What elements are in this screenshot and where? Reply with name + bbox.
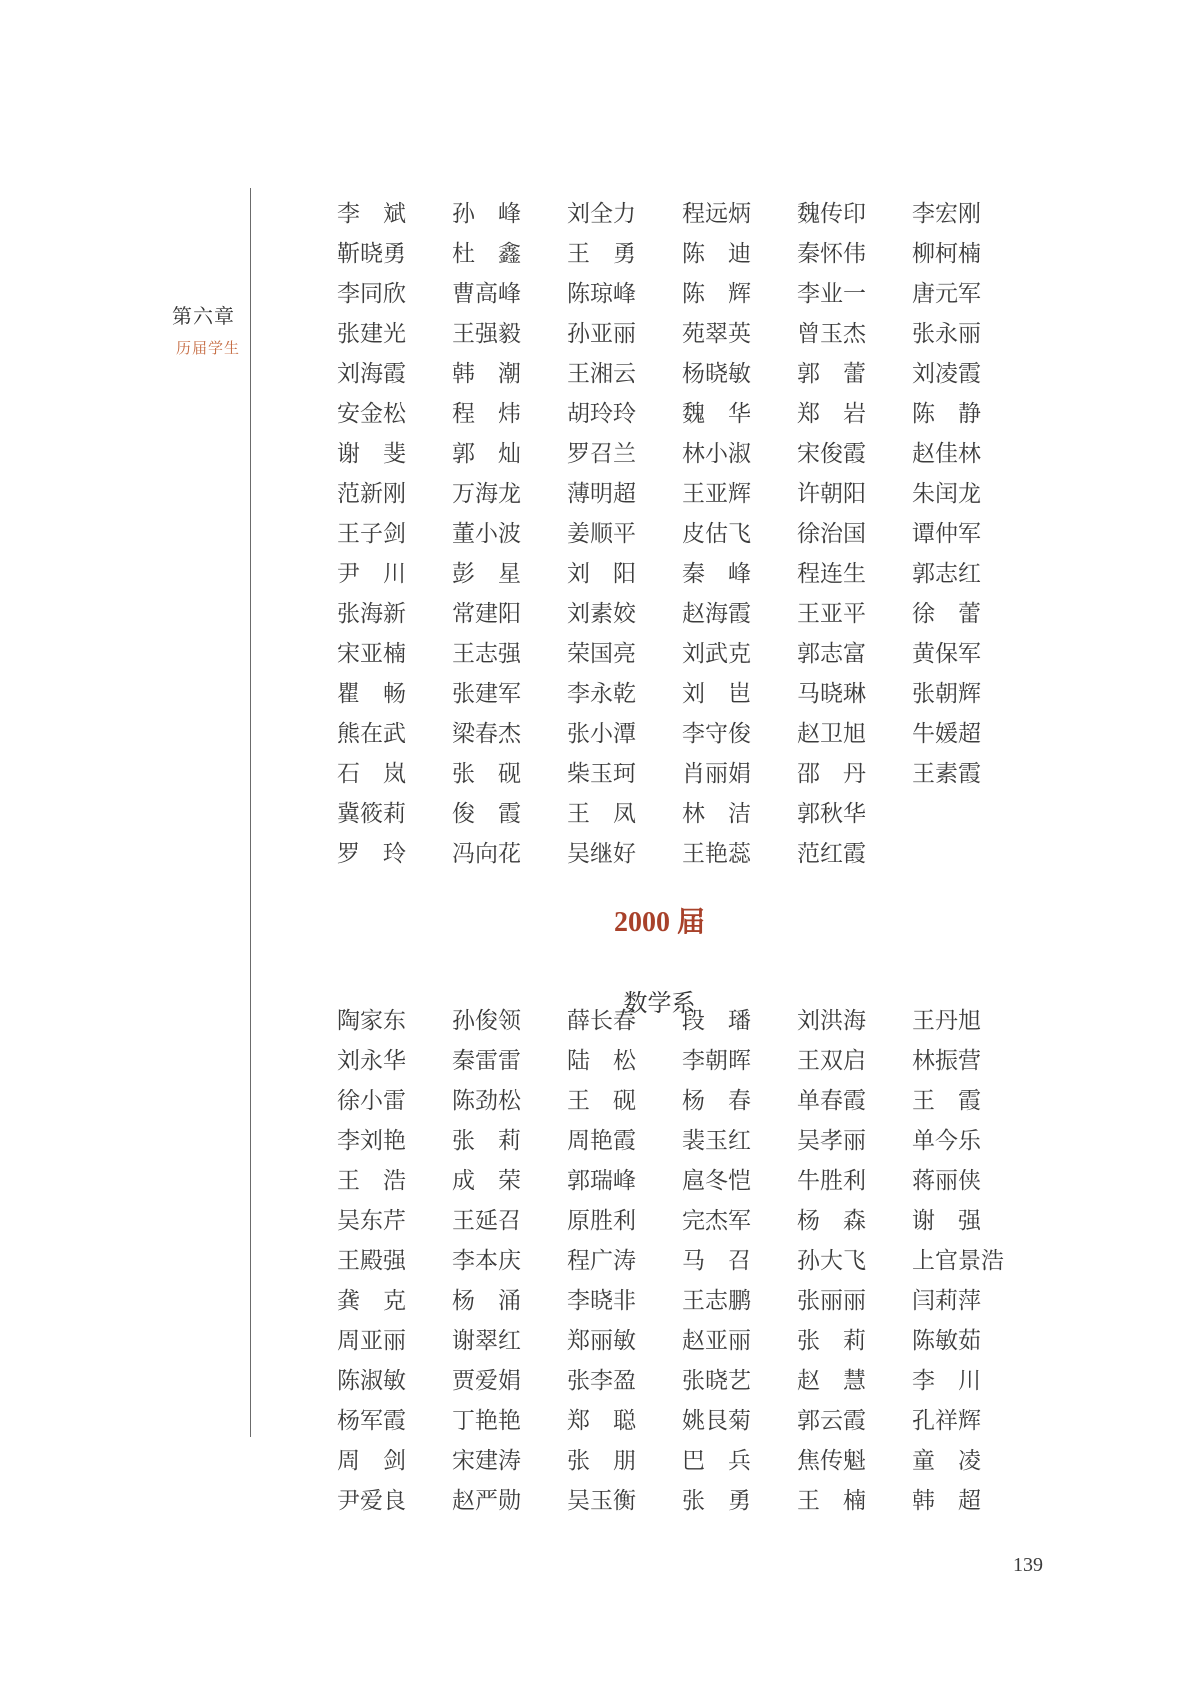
student-name: 周亚丽	[337, 1328, 406, 1353]
student-name: 李宏刚	[912, 201, 981, 226]
roster-row	[337, 1041, 1037, 1081]
student-name: 孔祥辉	[912, 1408, 981, 1433]
student-name: 马晓琳	[797, 681, 866, 706]
student-name: 林小淑	[682, 441, 751, 466]
student-name: 郭瑞峰	[567, 1168, 636, 1193]
student-name: 张建光	[337, 321, 406, 346]
student-name: 刘武克	[682, 641, 751, 666]
roster-row	[337, 1401, 1037, 1441]
roster-row	[337, 314, 1037, 354]
student-name: 许朝阳	[797, 481, 866, 506]
student-name: 杨涌	[452, 1288, 521, 1313]
student-name: 林洁	[682, 801, 751, 826]
student-name: 王丹旭	[912, 1008, 981, 1033]
student-name: 唐元军	[912, 281, 981, 306]
student-name: 陈琼峰	[567, 281, 636, 306]
student-name: 秦雷雷	[452, 1048, 521, 1073]
student-name: 胡玲玲	[567, 401, 636, 426]
student-name: 石岚	[337, 761, 406, 786]
student-name: 王强毅	[452, 321, 521, 346]
student-name: 赵卫旭	[797, 721, 866, 746]
roster-row	[337, 234, 1037, 274]
roster-row	[337, 794, 1037, 834]
student-name: 韩超	[912, 1488, 981, 1513]
student-name: 巴兵	[682, 1448, 751, 1473]
roster-row	[337, 1121, 1037, 1161]
student-name: 罗召兰	[567, 441, 636, 466]
student-name: 秦怀伟	[797, 241, 866, 266]
roster-row	[337, 1481, 1037, 1521]
student-name: 郑丽敏	[567, 1328, 636, 1353]
student-name: 吴孝丽	[797, 1128, 866, 1153]
student-name: 焦传魁	[797, 1448, 866, 1473]
student-name: 程远炳	[682, 201, 751, 226]
roster-table-2000	[337, 1001, 1037, 1521]
student-name: 范新刚	[337, 481, 406, 506]
student-name: 赵海霞	[682, 601, 751, 626]
student-name: 王艳蕊	[682, 841, 751, 866]
student-name: 孙亚丽	[567, 321, 636, 346]
student-name: 成荣	[452, 1168, 521, 1193]
student-name: 郑岩	[797, 401, 866, 426]
roster-row	[337, 1161, 1037, 1201]
student-name: 程炜	[452, 401, 521, 426]
roster-row	[337, 1241, 1037, 1281]
roster-row	[337, 754, 1037, 794]
student-name: 董小波	[452, 521, 521, 546]
student-name: 柴玉珂	[567, 761, 636, 786]
student-name: 徐蕾	[912, 601, 981, 626]
student-name: 宋建涛	[452, 1448, 521, 1473]
student-name: 张小潭	[567, 721, 636, 746]
student-name: 曾玉杰	[797, 321, 866, 346]
student-name: 张勇	[682, 1488, 751, 1513]
student-name: 杨晓敏	[682, 361, 751, 386]
student-name: 宋俊霞	[797, 441, 866, 466]
student-name: 李朝晖	[682, 1048, 751, 1073]
student-name: 刘海霞	[337, 361, 406, 386]
student-name: 陈敏茹	[912, 1328, 981, 1353]
student-name: 段璠	[682, 1008, 751, 1033]
student-name: 李晓非	[567, 1288, 636, 1313]
section-label: 历届学生	[176, 341, 241, 357]
student-name: 完杰军	[682, 1208, 751, 1233]
student-name: 郑聪	[567, 1408, 636, 1433]
student-name: 王浩	[337, 1168, 406, 1193]
student-name: 程广涛	[567, 1248, 636, 1273]
student-name: 李业一	[797, 281, 866, 306]
student-name: 王楠	[797, 1488, 866, 1513]
student-name: 安金松	[337, 401, 406, 426]
student-name: 原胜利	[567, 1208, 636, 1233]
student-name: 徐治国	[797, 521, 866, 546]
roster-row	[337, 1321, 1037, 1361]
student-name: 牛媛超	[912, 721, 981, 746]
student-name: 李刘艳	[337, 1128, 406, 1153]
student-name: 赵慧	[797, 1368, 866, 1393]
student-name: 谭仲军	[912, 521, 981, 546]
student-name: 李本庆	[452, 1248, 521, 1273]
roster-row	[337, 634, 1037, 674]
roster-row	[337, 1441, 1037, 1481]
student-name: 王勇	[567, 241, 636, 266]
student-name: 郭秋华	[797, 801, 866, 826]
student-name: 李同欣	[337, 281, 406, 306]
student-name: 马召	[682, 1248, 751, 1273]
student-name: 谢翠红	[452, 1328, 521, 1353]
student-name: 程连生	[797, 561, 866, 586]
student-name: 张海新	[337, 601, 406, 626]
student-name: 王亚平	[797, 601, 866, 626]
student-name: 贾爱娟	[452, 1368, 521, 1393]
student-name: 单今乐	[912, 1128, 981, 1153]
student-name: 常建阳	[452, 601, 521, 626]
page-number: 139	[1013, 1554, 1043, 1576]
student-name: 赵严勋	[452, 1488, 521, 1513]
student-name: 薛长春	[567, 1008, 636, 1033]
student-name: 孙峰	[452, 201, 521, 226]
student-name: 范红霞	[797, 841, 866, 866]
student-name: 郭蕾	[797, 361, 866, 386]
student-name: 郭志红	[912, 561, 981, 586]
student-name: 蒋丽侠	[912, 1168, 981, 1193]
student-name: 肖丽娟	[682, 761, 751, 786]
student-name: 尹川	[337, 561, 406, 586]
student-name: 周剑	[337, 1448, 406, 1473]
student-name: 杜鑫	[452, 241, 521, 266]
student-name: 王素霞	[912, 761, 981, 786]
student-name: 杨森	[797, 1208, 866, 1233]
student-name: 魏华	[682, 401, 751, 426]
student-name: 彭星	[452, 561, 521, 586]
student-name: 吴玉衡	[567, 1488, 636, 1513]
student-name: 邵丹	[797, 761, 866, 786]
student-name: 苑翠英	[682, 321, 751, 346]
student-name: 王延召	[452, 1208, 521, 1233]
student-name: 徐小雷	[337, 1088, 406, 1113]
roster-row	[337, 674, 1037, 714]
student-name: 张莉	[797, 1328, 866, 1353]
student-name: 秦峰	[682, 561, 751, 586]
student-name: 张朝辉	[912, 681, 981, 706]
student-name: 李川	[912, 1368, 981, 1393]
student-name: 李永乾	[567, 681, 636, 706]
student-name: 龚克	[337, 1288, 406, 1313]
student-name: 韩潮	[452, 361, 521, 386]
roster-row	[337, 394, 1037, 434]
student-name: 牛胜利	[797, 1168, 866, 1193]
student-name: 王砚	[567, 1088, 636, 1113]
student-name: 陆松	[567, 1048, 636, 1073]
student-name: 李守俊	[682, 721, 751, 746]
roster-row	[337, 354, 1037, 394]
roster-row	[337, 594, 1037, 634]
student-name: 陈淑敏	[337, 1368, 406, 1393]
student-name: 熊在武	[337, 721, 406, 746]
roster-row	[337, 1001, 1037, 1041]
student-name: 冀筱莉	[337, 801, 406, 826]
student-name: 张建军	[452, 681, 521, 706]
student-name: 王双启	[797, 1048, 866, 1073]
student-name: 林振营	[912, 1048, 981, 1073]
roster-row	[337, 474, 1037, 514]
student-name: 郭灿	[452, 441, 521, 466]
student-name: 薄明超	[567, 481, 636, 506]
roster-row	[337, 1361, 1037, 1401]
roster-row	[337, 514, 1037, 554]
roster-row	[337, 1281, 1037, 1321]
student-name: 罗玲	[337, 841, 406, 866]
student-name: 李斌	[337, 201, 406, 226]
student-name: 王志鹏	[682, 1288, 751, 1313]
student-name: 刘阳	[567, 561, 636, 586]
student-name: 张晓艺	[682, 1368, 751, 1393]
student-name: 刘凌霞	[912, 361, 981, 386]
student-name: 陈迪	[682, 241, 751, 266]
student-name: 姜顺平	[567, 521, 636, 546]
student-name: 朱闰龙	[912, 481, 981, 506]
student-name: 王志强	[452, 641, 521, 666]
roster-row	[337, 1201, 1037, 1241]
student-name: 张李盈	[567, 1368, 636, 1393]
student-name: 皮估飞	[682, 521, 751, 546]
student-name: 刘素姣	[567, 601, 636, 626]
student-name: 柳柯楠	[912, 241, 981, 266]
roster-row	[337, 1081, 1037, 1121]
student-name: 王凤	[567, 801, 636, 826]
student-name: 王霞	[912, 1088, 981, 1113]
student-name: 闫莉萍	[912, 1288, 981, 1313]
chapter-divider-line	[250, 188, 251, 1437]
student-name: 上官景浩	[912, 1248, 1004, 1273]
student-name: 陈静	[912, 401, 981, 426]
student-name: 梁春杰	[452, 721, 521, 746]
student-name: 谢强	[912, 1208, 981, 1233]
year-heading: 2000 届	[613, 907, 705, 938]
student-name: 尹爱良	[337, 1488, 406, 1513]
student-name: 靳晓勇	[337, 241, 406, 266]
student-name: 刘洪海	[797, 1008, 866, 1033]
student-name: 吴东芹	[337, 1208, 406, 1233]
student-name: 冯向花	[452, 841, 521, 866]
student-name: 王殿强	[337, 1248, 406, 1273]
student-name: 王湘云	[567, 361, 636, 386]
student-name: 荣国亮	[567, 641, 636, 666]
student-name: 杨军霞	[337, 1408, 406, 1433]
roster-row	[337, 434, 1037, 474]
department-heading: 数学系	[623, 991, 696, 1017]
student-name: 扈冬恺	[682, 1168, 751, 1193]
student-name: 裴玉红	[682, 1128, 751, 1153]
student-name: 瞿畅	[337, 681, 406, 706]
student-name: 丁艳艳	[452, 1408, 521, 1433]
roster-row	[337, 194, 1037, 234]
student-name: 王亚辉	[682, 481, 751, 506]
roster-table-1999	[337, 194, 1037, 874]
student-name: 张朋	[567, 1448, 636, 1473]
student-name: 黄保军	[912, 641, 981, 666]
roster-row	[337, 274, 1037, 314]
student-name: 孙大飞	[797, 1248, 866, 1273]
student-name: 魏传印	[797, 201, 866, 226]
student-name: 宋亚楠	[337, 641, 406, 666]
student-name: 陈辉	[682, 281, 751, 306]
student-name: 陶家东	[337, 1008, 406, 1033]
student-name: 俊霞	[452, 801, 521, 826]
student-name: 单春霞	[797, 1088, 866, 1113]
student-name: 周艳霞	[567, 1128, 636, 1153]
student-name: 吴继好	[567, 841, 636, 866]
student-name: 万海龙	[452, 481, 521, 506]
student-name: 杨春	[682, 1088, 751, 1113]
student-name: 张永丽	[912, 321, 981, 346]
student-name: 刘岜	[682, 681, 751, 706]
chapter-label: 第六章	[172, 306, 235, 328]
roster-row	[337, 834, 1037, 874]
student-name: 姚艮菊	[682, 1408, 751, 1433]
student-name: 曹高峰	[452, 281, 521, 306]
student-name: 张莉	[452, 1128, 521, 1153]
student-name: 谢斐	[337, 441, 406, 466]
student-name: 张丽丽	[797, 1288, 866, 1313]
student-name: 孙俊领	[452, 1008, 521, 1033]
student-name: 王子剑	[337, 521, 406, 546]
student-name: 郭云霞	[797, 1408, 866, 1433]
roster-row	[337, 554, 1037, 594]
student-name: 刘永华	[337, 1048, 406, 1073]
roster-row	[337, 714, 1037, 754]
student-name: 赵亚丽	[682, 1328, 751, 1353]
student-name: 陈劲松	[452, 1088, 521, 1113]
student-name: 刘全力	[567, 201, 636, 226]
student-name: 张砚	[452, 761, 521, 786]
student-name: 赵佳林	[912, 441, 981, 466]
student-name: 郭志富	[797, 641, 866, 666]
student-name: 童凌	[912, 1448, 981, 1473]
